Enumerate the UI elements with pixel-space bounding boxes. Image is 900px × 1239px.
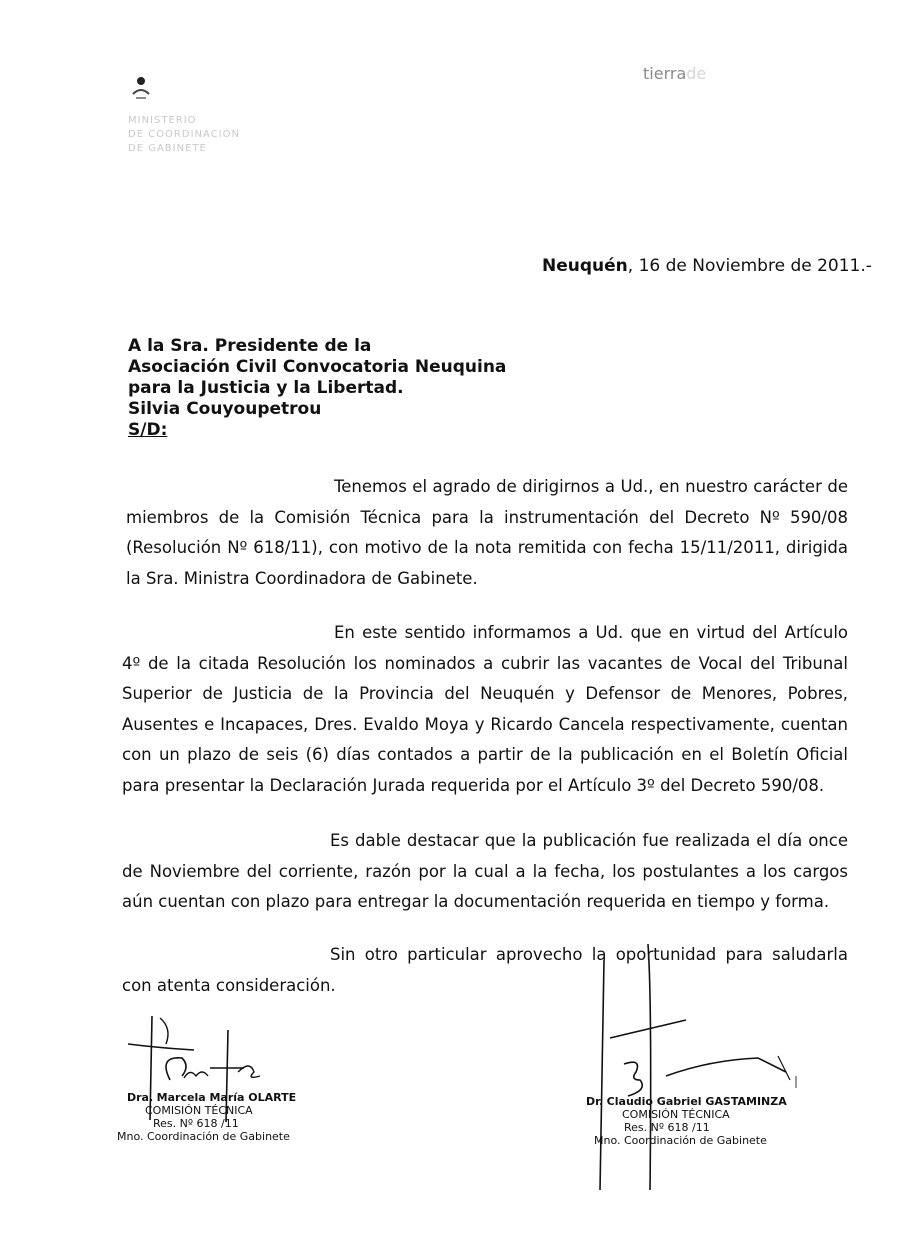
body-paragraph-1: [126, 472, 848, 594]
addressee-line-4: Silvia Couyoupetrou: [128, 399, 322, 419]
ministry-letterhead: [128, 114, 240, 156]
signature-right-ministry: Mno. Coordinación de Gabinete: [594, 1134, 767, 1147]
ministry-emblem-icon: [130, 74, 152, 100]
signature-right-role: COMISIÓN TÉCNICA: [622, 1108, 730, 1121]
signature-left-role: COMISIÓN TÉCNICA: [145, 1104, 253, 1117]
addressee-line-2: Asociación Civil Convocatoria Neuquina: [128, 357, 507, 377]
brand-logo-text: [643, 64, 706, 83]
addressee-line-3: para la Justicia y la Libertad.: [128, 378, 404, 398]
signature-right-prefix: Dr.: [586, 1095, 604, 1108]
brand-suffix: de: [686, 64, 707, 83]
signature-left-res: Res. Nº 618 /11: [153, 1117, 239, 1130]
brand-word: tierra: [643, 64, 687, 83]
date-city: Neuquén: [542, 256, 628, 276]
ministry-line-3: DE GABINETE: [128, 143, 207, 154]
paragraph-4-text: Sin otro particular aprovecho la oportunidad para saludarla con atenta consideración.: [122, 945, 848, 995]
signature-left-ministry: Mno. Coordinación de Gabinete: [117, 1130, 290, 1143]
signature-left-prefix: Dra.: [127, 1091, 154, 1104]
ministry-line-2: DE COORDINACIÓN: [128, 129, 240, 140]
body-paragraph-2: [122, 618, 848, 801]
signature-right-res: Res. Nº 618 /11: [624, 1121, 710, 1134]
signature-left-block: [117, 1091, 296, 1143]
addressee-sd: S/D:: [128, 420, 168, 440]
signature-right-name: Claudio Gabriel GASTAMINZA: [606, 1095, 787, 1108]
date-rest: , 16 de Noviembre de 2011.-: [627, 256, 872, 276]
addressee-line-1: A la Sra. Presidente de la: [128, 336, 372, 356]
body-paragraph-3: [122, 826, 848, 918]
ministry-line-1: MINISTERIO: [128, 115, 197, 126]
date-line: [542, 256, 872, 276]
signature-left-name: Marcela María OLARTE: [156, 1091, 297, 1104]
signature-right-block: [586, 1095, 787, 1147]
paragraph-3-text: Es dable destacar que la publicación fue realizada el día once de Noviembre del corriente, razón por la cual a la fecha, los postulantes a los cargos aún cuentan con plazo para entregar la documentación requerida en tiempo y forma.: [122, 831, 848, 911]
addressee-block: [128, 336, 506, 441]
signature-right-icon: [590, 940, 810, 1200]
paragraph-2-text: En este sentido informamos a Ud. que en virtud del Artículo 4º de la citada Resolución los nominados a cubrir las vacantes de Vocal del Tribunal Superior de Justicia de la Provincia del Neuquén y Defensor de Menores, Pobres, Ausentes e Incapaces, Dres. Evaldo Moya y Ricardo Cancela respectivamente, cuentan con un plazo de seis (6) días contados a partir de la publicación en el Boletín Oficial para presentar la Declaración Jurada requerida por el Artículo 3º del Decreto 590/08.: [122, 623, 848, 795]
paragraph-1-text: Tenemos el agrado de dirigirnos a Ud., en nuestro carácter de miembros de la Comisión Técnica para la instrumentación del Decreto Nº 590/08 (Resolución Nº 618/11), con motivo de la nota remitida con fecha 15/11/2011, dirigida la Sra. Ministra Coordinadora de Gabinete.: [126, 477, 848, 588]
